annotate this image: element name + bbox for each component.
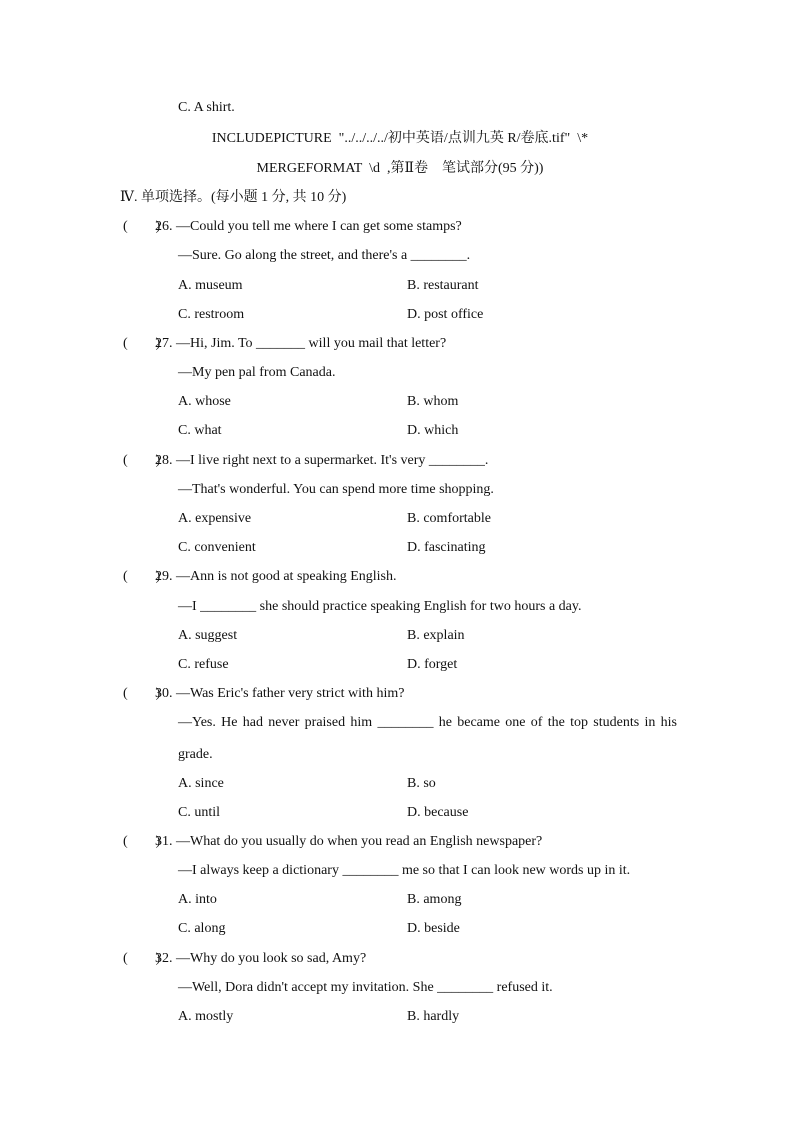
- option-c: C. until: [178, 805, 221, 820]
- option-d: D. fascinating: [407, 540, 486, 555]
- question-reply-line2: grade.: [178, 747, 213, 762]
- answer-blank: ( ): [123, 453, 161, 468]
- option-d: D. because: [407, 805, 469, 820]
- question-prompt: 27. —Hi, Jim. To _______ will you mail that letter?: [155, 336, 447, 351]
- option-a: A. since: [178, 776, 224, 791]
- question-prompt: 31. —What do you usually do when you read an English newspaper?: [155, 834, 543, 849]
- option-c: C. along: [178, 921, 226, 936]
- question-reply: —Sure. Go along the street, and there's a ________.: [178, 248, 471, 263]
- option-b: B. explain: [407, 628, 465, 643]
- option-d: D. post office: [407, 307, 484, 322]
- option-a: A. expensive: [178, 511, 252, 526]
- option-b: B. hardly: [407, 1009, 460, 1024]
- answer-blank: ( ): [123, 569, 161, 584]
- option-a: A. museum: [178, 278, 243, 293]
- option-a: A. mostly: [178, 1009, 234, 1024]
- answer-blank: ( ): [123, 219, 161, 234]
- question-prompt: 29. —Ann is not good at speaking English.: [155, 569, 397, 584]
- question-reply: —I always keep a dictionary ________ me so that I can look new words up in it.: [178, 863, 631, 878]
- question-reply: —Well, Dora didn't accept my invitation. She ________ refused it.: [178, 980, 553, 995]
- option-a: A. whose: [178, 394, 231, 409]
- include-field-code-line2: MERGEFORMAT \d ,第Ⅱ卷 笔试部分(95 分)): [256, 161, 544, 176]
- option-c: C. what: [178, 423, 222, 438]
- include-field-code-line1: INCLUDEPICTURE "../../../../初中英语/点训九英 R/卷底.tif" \*: [211, 131, 589, 146]
- question-reply: —I ________ she should practice speaking English for two hours a day.: [178, 599, 582, 614]
- answer-blank: ( ): [123, 951, 161, 966]
- option-b: B. comfortable: [407, 511, 491, 526]
- option-b: B. so: [407, 776, 436, 791]
- option-c: C. refuse: [178, 657, 229, 672]
- option-c-shirt: C. A shirt.: [178, 100, 235, 115]
- option-a: A. suggest: [178, 628, 238, 643]
- option-a: A. into: [178, 892, 217, 907]
- question-prompt: 30. —Was Eric's father very strict with him?: [155, 686, 405, 701]
- option-c: C. convenient: [178, 540, 256, 555]
- option-b: B. whom: [407, 394, 459, 409]
- answer-blank: ( ): [123, 336, 161, 351]
- option-c: C. restroom: [178, 307, 245, 322]
- question-prompt: 32. —Why do you look so sad, Amy?: [155, 951, 367, 966]
- option-b: B. restaurant: [407, 278, 479, 293]
- answer-blank: ( ): [123, 834, 161, 849]
- answer-blank: ( ): [123, 686, 161, 701]
- question-prompt: 28. —I live right next to a supermarket. It's very ________.: [155, 453, 489, 468]
- option-d: D. beside: [407, 921, 460, 936]
- question-reply-line1: —Yes. He had never praised him ________ he became one of the top students in his: [178, 715, 677, 730]
- option-d: D. which: [407, 423, 459, 438]
- question-prompt: 26. —Could you tell me where I can get some stamps?: [155, 219, 462, 234]
- section-title: Ⅳ. 单项选择。(每小题 1 分, 共 10 分): [120, 190, 347, 205]
- option-b: B. among: [407, 892, 462, 907]
- question-reply: —That's wonderful. You can spend more time shopping.: [178, 482, 494, 497]
- option-d: D. forget: [407, 657, 458, 672]
- question-reply: —My pen pal from Canada.: [178, 365, 336, 380]
